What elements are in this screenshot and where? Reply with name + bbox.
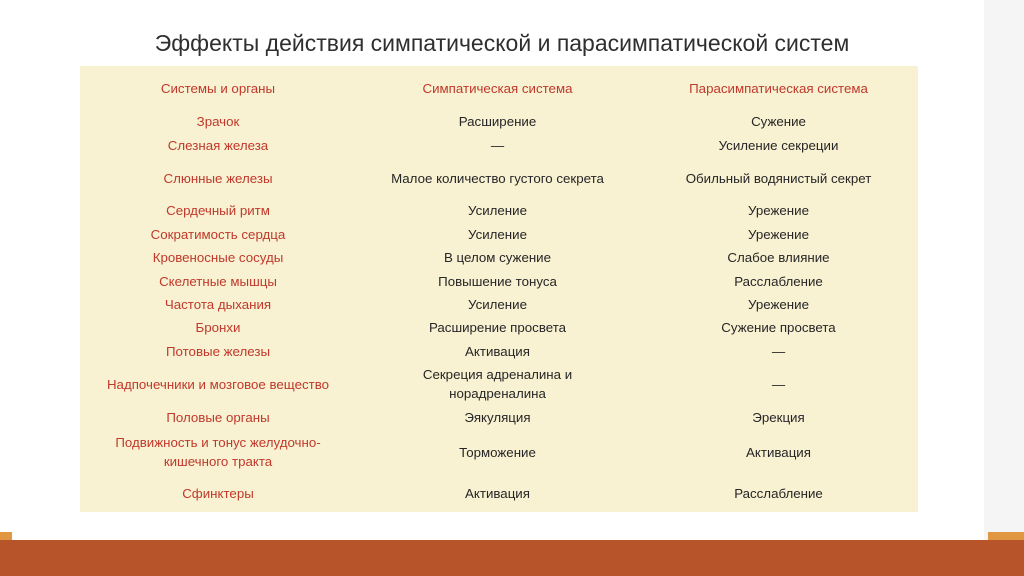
- table-row: [80, 475, 918, 512]
- sympathetic-cell: Усиление: [468, 296, 527, 312]
- organ-cell: Слюнные железы: [163, 170, 273, 186]
- parasympathetic-cell: Обильный водянистый секрет: [685, 170, 872, 186]
- sympathetic-cell: Активация: [465, 486, 530, 502]
- parasympathetic-cell: Усиление секреции: [718, 137, 839, 153]
- parasympathetic-cell: —: [771, 343, 786, 359]
- organ-cell: Сократимость сердца: [150, 226, 286, 242]
- organ-cell: Надпочечники и мозговое вещество: [106, 376, 330, 392]
- table-row: [80, 199, 918, 222]
- table-row: [80, 223, 918, 246]
- sympathetic-cell: Малое количество густого секрета: [391, 170, 604, 186]
- parasympathetic-cell: Сужение просвета: [721, 320, 836, 336]
- parasympathetic-cell: Сужение: [751, 114, 806, 130]
- table-row: [80, 133, 918, 156]
- bottom-bar: [0, 540, 1024, 576]
- table-row: [80, 293, 918, 316]
- organ-cell: Сердечный ритм: [166, 203, 270, 219]
- sympathetic-cell: Эякуляция: [464, 409, 531, 425]
- table-row: [80, 363, 918, 406]
- organ-cell: Слезная железа: [167, 137, 269, 153]
- table-row: [80, 429, 918, 476]
- sympathetic-cell: Секреция адреналина и норадреналина: [422, 367, 573, 402]
- table-row: [80, 110, 918, 133]
- table-row: [80, 316, 918, 339]
- parasympathetic-cell: Урежение: [748, 203, 809, 219]
- sympathetic-cell: Торможение: [459, 444, 536, 460]
- organ-cell: Подвижность и тонус желудочно-кишечного тракта: [115, 435, 321, 470]
- sympathetic-cell: —: [490, 137, 505, 153]
- table-header-row: [80, 66, 918, 110]
- parasympathetic-cell: Эрекция: [752, 409, 805, 425]
- organ-cell: Зрачок: [196, 114, 240, 130]
- sympathetic-cell: Расширение просвета: [428, 320, 567, 336]
- parasympathetic-cell: Активация: [746, 444, 811, 460]
- table-row: [80, 339, 918, 362]
- sympathetic-cell: Расширение: [458, 114, 537, 130]
- effects-table: [80, 66, 918, 512]
- table-row: [80, 157, 918, 200]
- sympathetic-cell: Повышение тонуса: [438, 273, 557, 289]
- organ-cell: Скелетные мышцы: [159, 273, 277, 289]
- organ-cell: Потовые железы: [165, 343, 271, 359]
- table-row: [80, 405, 918, 428]
- header-organs: Системы и органы: [160, 80, 276, 96]
- parasympathetic-cell: —: [771, 376, 786, 392]
- organ-cell: Бронхи: [195, 320, 241, 336]
- bottom-accent-right: [988, 532, 1024, 540]
- organ-cell: Кровеносные сосуды: [152, 250, 284, 266]
- organ-cell: Частота дыхания: [164, 296, 272, 312]
- sympathetic-cell: В целом сужение: [443, 250, 552, 266]
- parasympathetic-cell: Расслабление: [734, 486, 823, 502]
- sympathetic-cell: Усиление: [468, 226, 527, 242]
- bottom-accent-left: [0, 532, 12, 540]
- header-sympathetic: Симпатическая система: [422, 80, 573, 96]
- sympathetic-cell: Усиление: [468, 203, 527, 219]
- organ-cell: Сфинктеры: [182, 486, 254, 502]
- right-margin-shade: [984, 0, 1024, 540]
- parasympathetic-cell: Урежение: [748, 296, 809, 312]
- sympathetic-cell: Активация: [465, 343, 530, 359]
- effects-table-panel: [80, 66, 918, 512]
- slide-title: Эффекты действия симпатической и парасимпатической систем: [154, 30, 850, 56]
- parasympathetic-cell: Расслабление: [734, 273, 823, 289]
- parasympathetic-cell: Слабое влияние: [727, 250, 830, 266]
- organ-cell: Половые органы: [166, 409, 270, 425]
- parasympathetic-cell: Урежение: [748, 226, 809, 242]
- table-row: [80, 246, 918, 269]
- table-row: [80, 269, 918, 292]
- header-parasympathetic: Парасимпатическая система: [689, 80, 868, 96]
